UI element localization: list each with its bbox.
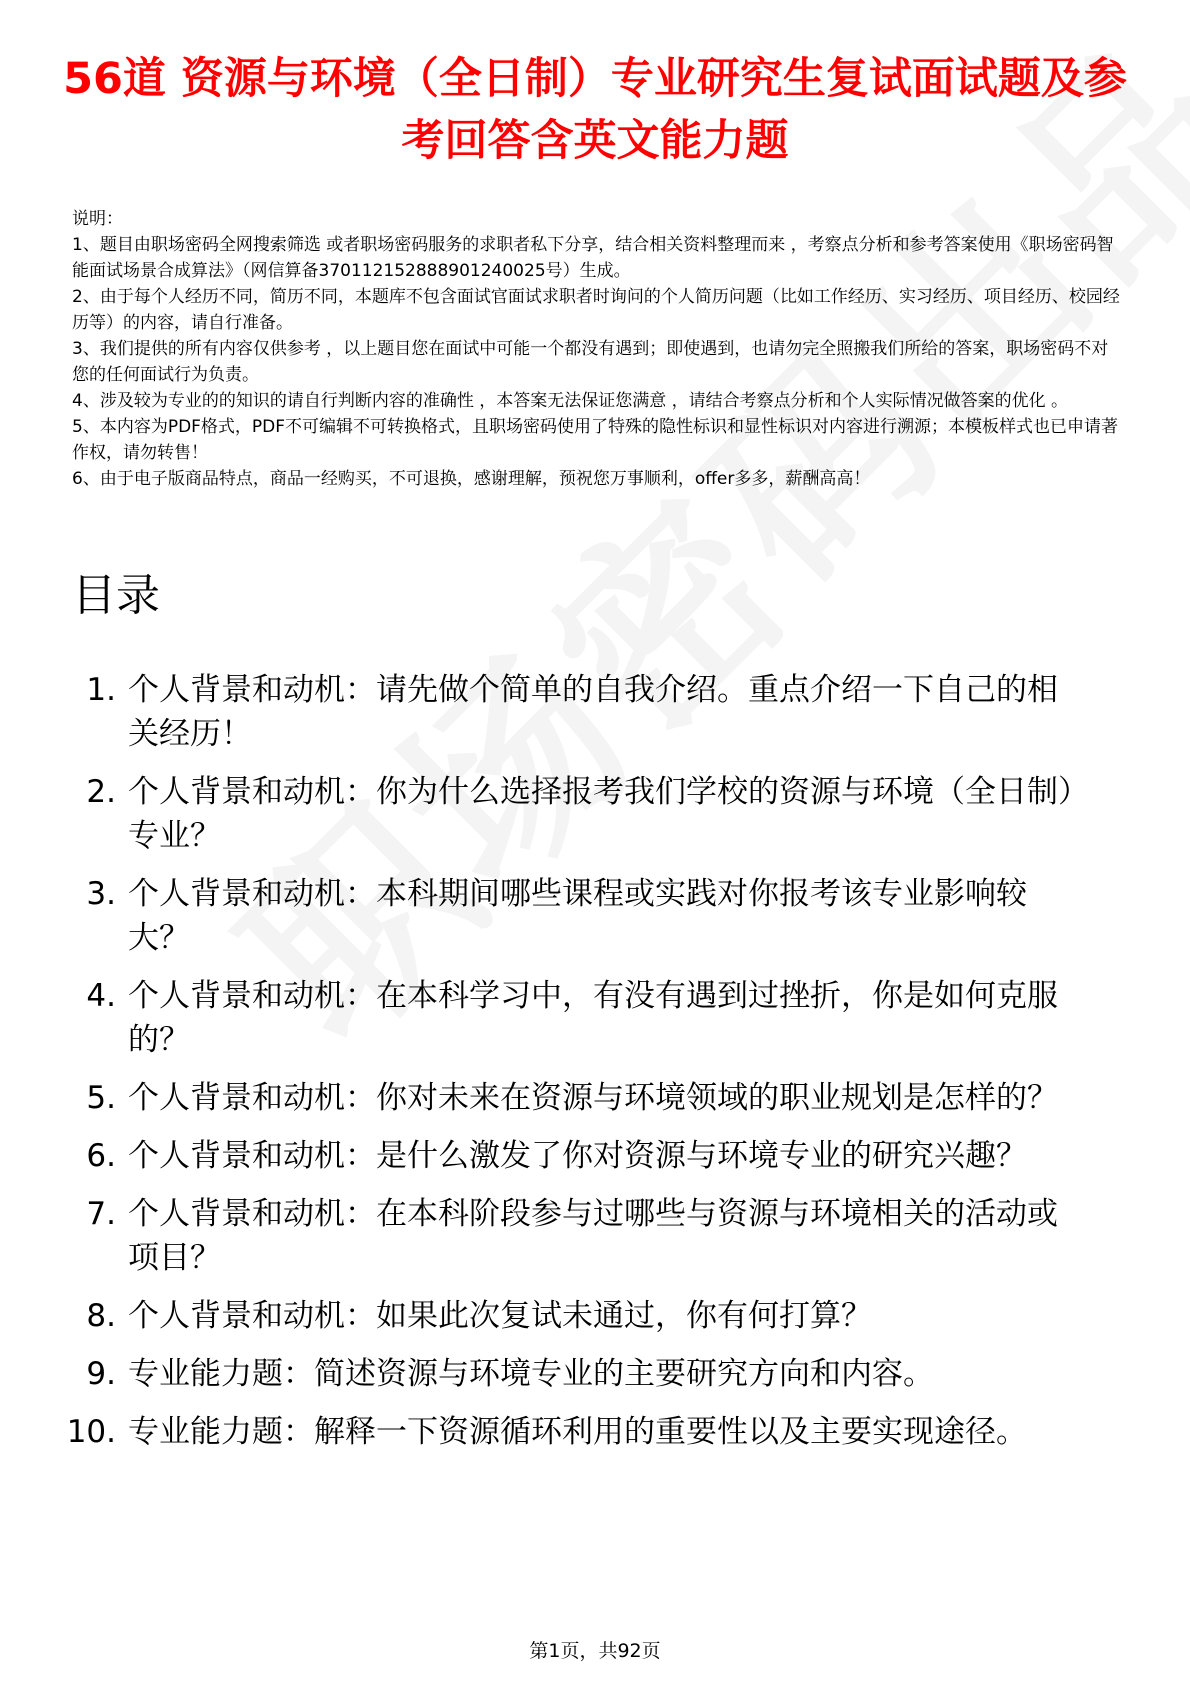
toc-item[interactable]: [60, 872, 1120, 960]
toc-item-text: 个人背景和动机：本科期间哪些课程或实践对你报考该专业影响较大？: [128, 876, 1027, 956]
note-item: 6、由于电子版商品特点，商品一经购买，不可退换，感谢理解，预祝您万事顺利，offer多多，薪酬高高！: [72, 469, 871, 489]
toc-item-number: 7.: [86, 1196, 116, 1232]
page-footer: 第1页，共92页: [529, 1640, 661, 1662]
toc-item-number: 8.: [86, 1298, 116, 1334]
toc-item[interactable]: [60, 1410, 1120, 1454]
note-item: 3、我们提供的所有内容仅供参考 ，以上题目您在面试中可能一个都没有遇到；即使遇到，也请勿完全照搬我们所给的答案，职场密码不对您的任何面试行为负责。: [72, 339, 1109, 385]
toc-item-number: 6.: [86, 1138, 116, 1174]
toc-item-text: 个人背景和动机：如果此次复试未通过，你有何打算？: [128, 1298, 872, 1334]
toc-item-number: 2.: [86, 774, 116, 810]
note-item: 2、由于每个人经历不同，简历不同，本题库不包含面试官面试求职者时询问的个人简历问题（比如工作经历、实习经历、项目经历、校园经历等）的内容，请自行准备。: [72, 287, 1120, 333]
toc-item-text: 个人背景和动机：你对未来在资源与环境领域的职业规划是怎样的？: [128, 1080, 1058, 1116]
note-item: 5、本内容为PDF格式，PDF不可编辑不可转换格式，且职场密码使用了特殊的隐性标识和显性标识对内容进行溯源；本模板样式也已申请著作权，请勿转售！: [72, 417, 1119, 463]
note-item: 1、题目由职场密码全网搜索筛选 或者职场密码服务的求职者私下分享，结合相关资料整理而来 ，考察点分析和参考答案使用《职场密码智能面试场景合成算法》（网信算备370112152888901240025号）生成。: [72, 235, 1114, 281]
toc-heading: 目录: [72, 570, 160, 621]
toc-item[interactable]: [60, 770, 1120, 858]
toc-item-number: 3.: [86, 876, 116, 912]
notes-heading: 说明：: [72, 209, 123, 229]
toc-item-text: 个人背景和动机：是什么激发了你对资源与环境专业的研究兴趣？: [128, 1138, 1027, 1174]
note-item: 4、涉及较为专业的的知识的请自行判断内容的准确性 ，本答案无法保证您满意 ，请结合考察点分析和个人实际情况做答案的优化 。: [72, 391, 1069, 411]
toc-item-number: 1.: [86, 672, 116, 708]
toc-item-number: 10.: [66, 1414, 116, 1450]
toc-item[interactable]: [60, 1294, 1120, 1338]
toc-item[interactable]: [60, 1134, 1120, 1178]
toc-item-text: 个人背景和动机：在本科阶段参与过哪些与资源与环境相关的活动或项目？: [128, 1196, 1058, 1276]
toc-list: [60, 668, 1120, 1468]
document-title: 56道 资源与环境（全日制）专业研究生复试面试题及参考回答含英文能力题: [63, 54, 1127, 166]
toc-item-number: 9.: [86, 1356, 116, 1392]
toc-item-text: 个人背景和动机：在本科学习中，有没有遇到过挫折，你是如何克服的？: [128, 978, 1058, 1058]
toc-item-number: 4.: [86, 978, 116, 1014]
toc-item[interactable]: [60, 1076, 1120, 1120]
toc-item[interactable]: [60, 1352, 1120, 1396]
toc-item-text: 专业能力题：简述资源与环境专业的主要研究方向和内容。: [128, 1356, 934, 1392]
toc-item[interactable]: [60, 668, 1120, 756]
notes-section: [72, 206, 1122, 492]
toc-item[interactable]: [60, 1192, 1120, 1280]
toc-item-number: 5.: [86, 1080, 116, 1116]
toc-item-text: 个人背景和动机：请先做个简单的自我介绍。重点介绍一下自己的相关经历！: [128, 672, 1058, 752]
toc-item[interactable]: [60, 974, 1120, 1062]
toc-item-text: 个人背景和动机：你为什么选择报考我们学校的资源与环境（全日制）专业？: [128, 774, 1074, 854]
toc-item-text: 专业能力题：解释一下资源循环利用的重要性以及主要实现途径。: [128, 1414, 1027, 1450]
